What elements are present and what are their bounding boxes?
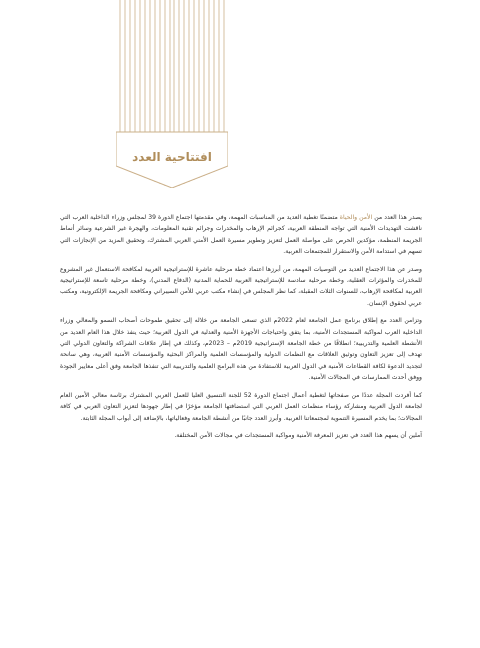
paragraph-4: كما أفردت المجلة عددًا من صفحاتها لتغطية أعمال اجتماع الدورة 52 للجنة التنسيق العليا للعمل العربي المشترك برئاسة معالي الأمين العام لجامعة الدول العربية ومشاركة رؤساء منظمات العمل العربي التي استضافتها الجامعة مؤخرًا في إطار جهودها لتعزيز التعاون العربي في كافة المجالات؛ بما يخدم المسيرة التنموية لمجتمعاتنا العربية. وأبرز العدد جانبًا من أنشطة الجامعة وفعالياتها، بالإضافة إلى أبواب المجلة الثابتة. (60, 391, 422, 422)
paragraph-1-start: يصدر هذا العدد من (372, 214, 423, 221)
header-banner (116, 0, 228, 188)
page-title: افتتاحية العدد (132, 150, 212, 164)
paragraph-1 (60, 212, 422, 258)
paragraph-5: آملين أن يسهم هذا العدد في تعزيز المعرفة الأمنية ومواكبة المستجدات في مجالات الأمن المختلفة. (174, 431, 422, 439)
paragraph-2: وصدر عن هذا الاجتماع العديد من التوصيات المهمة، من أبرزها اعتماد خطة مرحلية عاشرة للإستراتيجية العربية لمكافحة الاستعمال غير المشروع للمخدرات والمؤثرات العقلية، وخطة مرحلية سادسة للإستراتيجية العربية للحماية المدنية (الدفاع المدني)، وخطة مرحلية تاسعة للإستراتيجية العربية لمكافحة الإرهاب، للسنوات الثلاث المقبلة، كما نظر المجلس في إنشاء مكتب عربي للأمن السيبراني ومكافحة الجريمة الإلكترونية، ومكتب عربي لحقوق الإنسان. (60, 265, 422, 307)
paragraph-3: وتزامن العدد مع إطلاق برنامج عمل الجامعة لعام 2022م الذي تسعى الجامعة من خلاله إلى تحقيق طموحات أصحاب السمو والمعالي وزراء الداخلية العرب لمواكبة المستجدات الأمنية، بما يتفق واحتياجات الأجهزة الأمنية والعدلية في الدول العربية؛ حيث ينفذ خلال هذا العام العديد من الأنشطة العلمية والتدريبية؛ انطلاقًا من خطة الجامعة الإستراتيجية 2019م – 2023م، وكذلك في إطار علاقات الشراكة والتعاون الدولي التي تهدف إلى تعزيز التعاون وتوثيق العلاقات مع النظمات الدولية والمؤسسات العلمية والمراكز البحثية والمؤسسات الأمنية العربية، وهي سانحة لتجديد الدعوة لكافة القطاعات الأمنية في الدول العربية للاستفادة من هذه البرامج العلمية والتدريبية التي تنفذها الجامعة وفق أعلى معايير الجودة ووفق أحدث الممارسات في المجالات الأمنية. (60, 317, 422, 382)
paragraph-1-rest: متضمنًا تغطية العديد من المناسبات المهمة، وفي مقدمتها اجتماع الدورة 39 لمجلس وزراء الداخلية العرب التي ناقشت التهديدات الأمنية التي تواجه المنطقة العربية، كجرائم الإرهاب والمخدرات وجرائم تقنية المعلومات، والهجرة غير الشرعية وسائر أنماط الجريمة المنظمة، مؤكدين الحرص على مواصلة العمل لتعزيز وتطوير مسيرة العمل الأمني العربي المشترك، وتحقيق المزيد من الإنجازات التي تسهم في استدامة الأمن والاستقرار للمجتمعات العربية. (60, 214, 422, 256)
article-body (60, 212, 422, 447)
magazine-name: الأمن والحياة (339, 214, 373, 221)
